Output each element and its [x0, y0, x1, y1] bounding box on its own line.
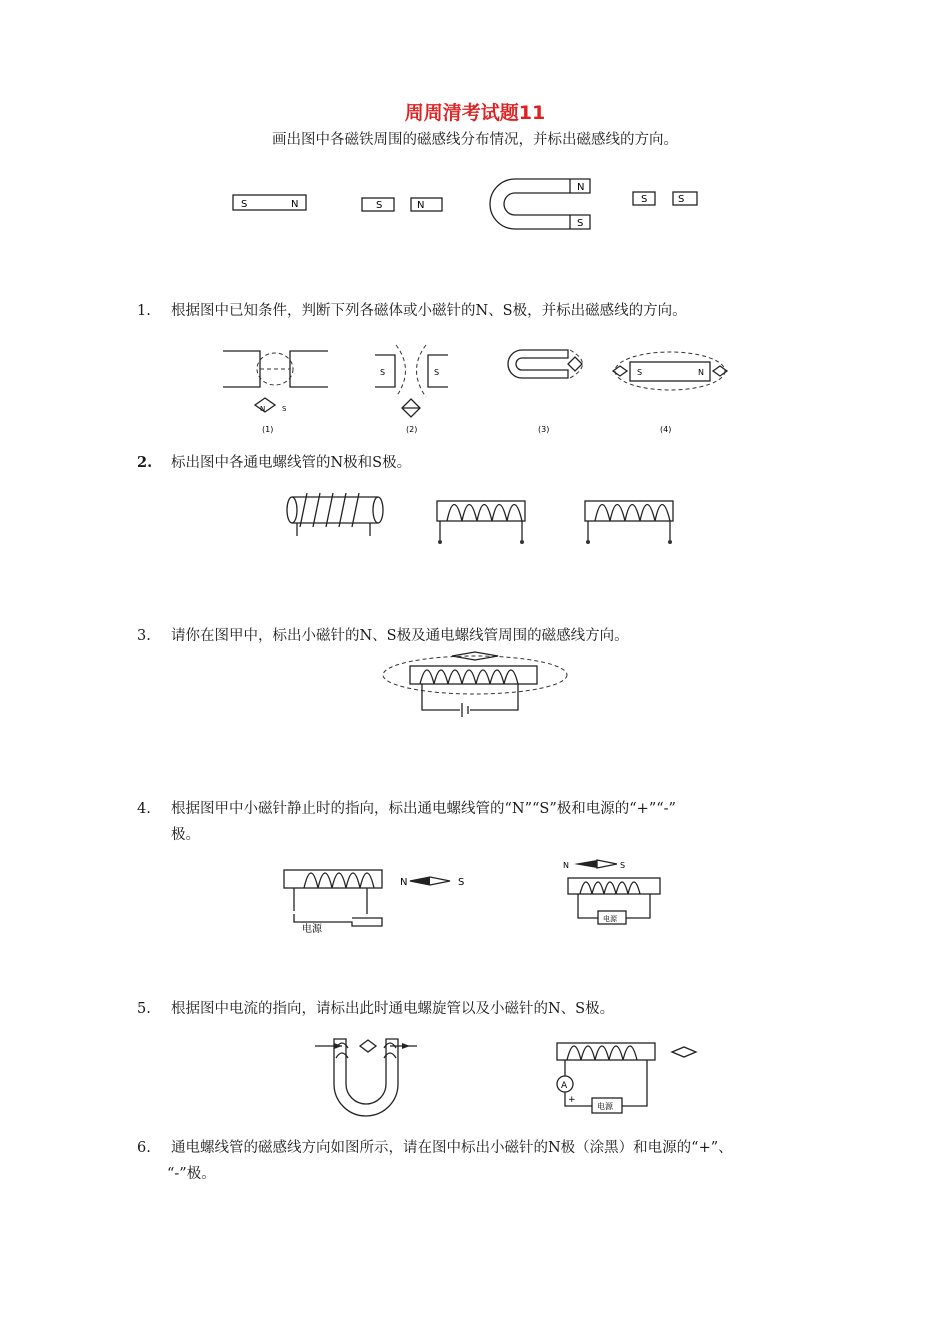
- svg-text:电源: 电源: [597, 1102, 613, 1111]
- svg-text:A: A: [561, 1081, 568, 1091]
- question-3: 3. 请你在图甲中，标出小磁针的N、S极及通电螺线管周围的磁感线方向。: [137, 628, 629, 644]
- svg-text:S: S: [641, 194, 648, 205]
- svg-text:S: S: [380, 368, 386, 377]
- ss-magnet-2: [673, 192, 697, 205]
- question-3-figure: [380, 650, 570, 718]
- question-1: 1. 根据图中已知条件，判断下列各磁体或小磁针的N、S极，并标出磁感线的方向。: [137, 303, 687, 319]
- svg-text:N: N: [698, 368, 704, 377]
- page-subtitle: 画出图中各磁铁周围的磁感线分布情况，并标出磁感线的方向。: [272, 132, 678, 148]
- svg-text:电源: 电源: [603, 915, 617, 923]
- question-5-figure: [312, 1034, 702, 1124]
- svg-text:S: S: [637, 368, 643, 377]
- u-magnet-s: S: [577, 218, 584, 229]
- question-1-figure: [220, 345, 740, 440]
- svg-text:S: S: [376, 200, 383, 211]
- svg-text:电源: 电源: [302, 924, 322, 935]
- svg-text:N: N: [260, 405, 266, 413]
- svg-text:S: S: [458, 877, 465, 888]
- top-magnets-figure: [225, 170, 715, 240]
- u-magnet: [490, 179, 590, 229]
- svg-text:N: N: [400, 877, 408, 888]
- question-4-figure: [282, 856, 682, 938]
- pair-magnet-n: [411, 198, 442, 211]
- bar-magnet-s: S: [241, 199, 248, 210]
- question-2: 2. 标出图中各通电螺线管的N极和S极。: [137, 454, 412, 471]
- svg-text:N: N: [563, 861, 569, 870]
- svg-text:(4): (4): [660, 425, 672, 434]
- svg-text:(3): (3): [538, 425, 550, 434]
- page-title: 周周清考试题11: [404, 102, 546, 124]
- question-5: 5. 根据图中电流的指向，请标出此时通电螺旋管以及小磁针的N、S极。: [137, 1001, 615, 1017]
- svg-text:S: S: [620, 861, 626, 870]
- question-6: 6. 通电螺线管的磁感线方向如图所示，请在图中标出小磁针的N极（涂黑）和电源的“+”、 “-”极。: [137, 1140, 733, 1182]
- svg-text:S: S: [678, 194, 685, 205]
- svg-text:S: S: [434, 368, 440, 377]
- u-magnet-n: N: [577, 182, 585, 193]
- question-4: 4. 根据图甲中小磁针静止时的指向，标出通电螺线管的“N”“S”极和电源的“+”“-” 极。: [137, 801, 676, 843]
- bar-magnet-n: N: [291, 199, 299, 210]
- question-2-figure: [282, 492, 692, 552]
- svg-text:(1): (1): [262, 425, 274, 434]
- svg-text:+: +: [568, 1095, 576, 1105]
- svg-text:S: S: [282, 405, 287, 413]
- svg-text:(2): (2): [406, 425, 418, 434]
- svg-text:N: N: [417, 200, 425, 211]
